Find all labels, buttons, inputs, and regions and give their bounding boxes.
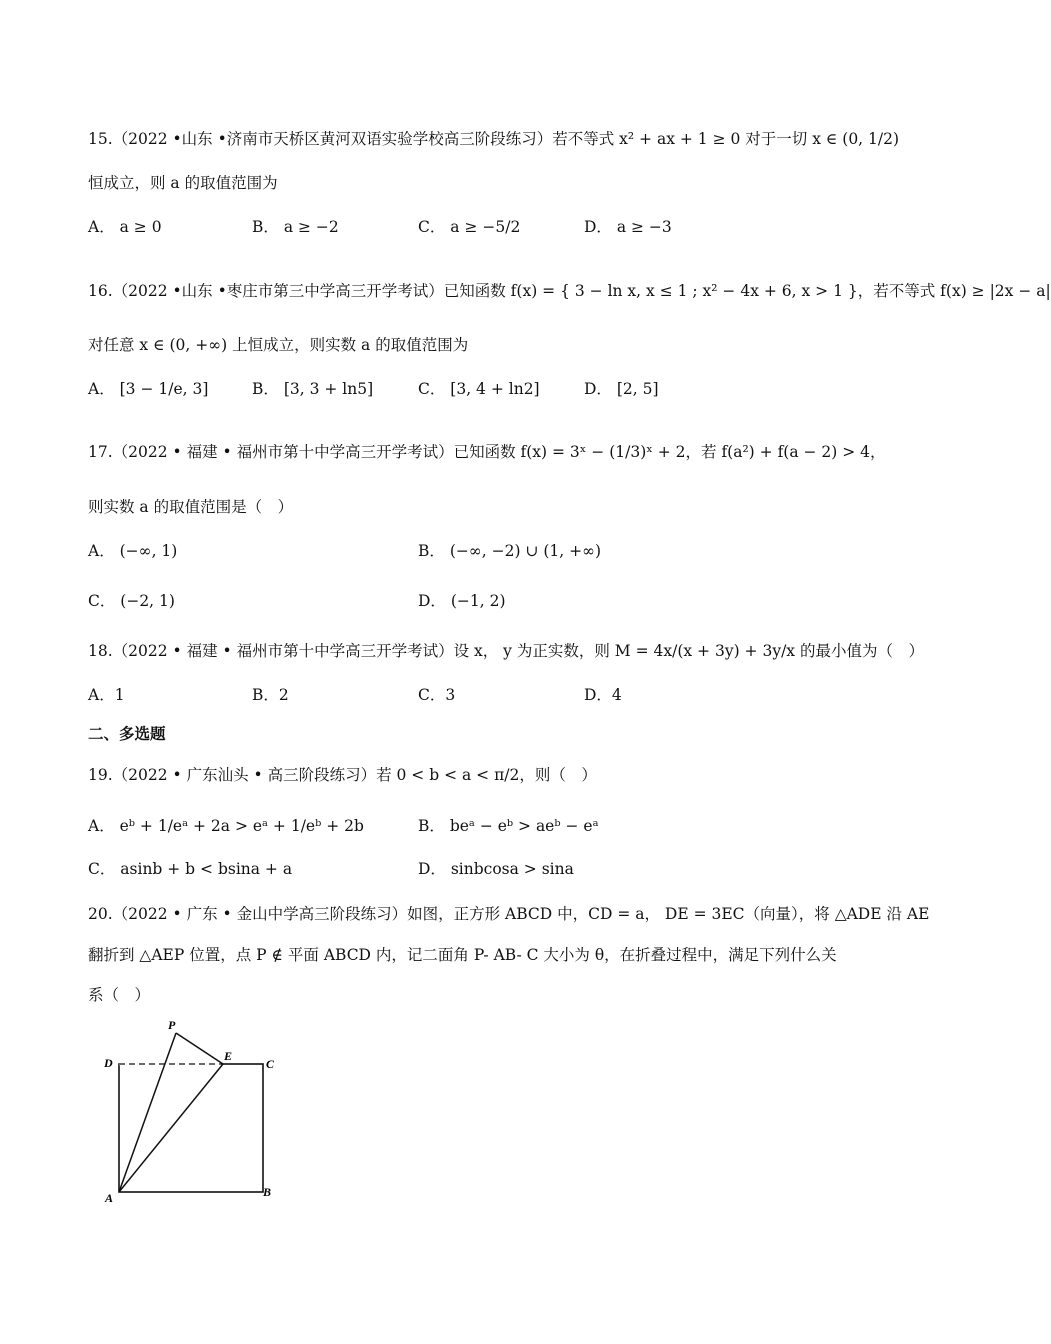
q15-option-c: C． a ≥ −5/2: [418, 218, 521, 236]
q18-option-b: B．2: [252, 686, 289, 704]
label-p: P: [168, 1018, 176, 1032]
q18-stem-line1: 18.（2022 • 福建 • 福州市第十中学高三开学考试）设 x， y 为正实数，则 M = 4x/(x + 3y) + 3y/x 的最小值为（ ）: [88, 642, 924, 660]
q17-option-a: A． (−∞, 1): [88, 542, 178, 560]
q15-stem-line1: 15.（2022 •山东 •济南市天桥区黄河双语实验学校高三阶段练习）若不等式 x² + ax + 1 ≥ 0 对于一切 x ∈ (0, 1/2): [88, 130, 900, 148]
q19-option-a: A． eᵇ + 1/eᵃ + 2a > eᵃ + 1/eᵇ + 2b: [88, 817, 364, 835]
q19-option-c: C． asinb + b < bsina + a: [88, 860, 293, 878]
segment-ap: [119, 1033, 176, 1192]
q20-stem-line2: 翻折到 △AEP 位置，点 P ∉ 平面 ABCD 内，记二面角 P- AB- C 大小为 θ，在折叠过程中，满足下列什么关: [88, 946, 837, 964]
label-e: E: [224, 1049, 233, 1063]
q20-stem-line1: 20.（2022 • 广东 • 金山中学高三阶段练习）如图，正方形 ABCD 中，CD = a， DE = 3EC（向量），将 △ADE 沿 AE: [88, 905, 930, 923]
segment-pe: [176, 1033, 223, 1064]
section-title: 二、多选题: [88, 724, 166, 743]
q17-stem-line1: 17.（2022 • 福建 • 福州市第十中学高三开学考试）已知函数 f(x) = 3ˣ − (1/3)ˣ + 2，若 f(a²) + f(a − 2) > 4，: [88, 443, 886, 461]
q16-option-c: C． [3, 4 + ln2]: [418, 380, 540, 398]
q18-option-d: D．4: [584, 686, 622, 704]
q18-option-c: C．3: [418, 686, 456, 704]
label-d: D: [104, 1056, 113, 1070]
q20-stem-line3: 系（ ）: [88, 986, 151, 1004]
q19-option-b: B． beᵃ − eᵇ > aeᵇ − eᵃ: [418, 817, 599, 835]
square-abcd: [119, 1064, 263, 1192]
folding-square-figure: [95, 1012, 295, 1212]
q16-option-d: D． [2, 5]: [584, 380, 659, 398]
q16-option-a: A． [3 − 1/e, 3]: [88, 380, 209, 398]
q19-stem-line1: 19.（2022 • 广东汕头 • 高三阶段练习）若 0 < b < a < π/2，则（ ）: [88, 766, 597, 784]
label-b: B: [263, 1185, 272, 1199]
q17-option-b: B． (−∞, −2) ∪ (1, +∞): [418, 542, 602, 560]
q15-option-b: B． a ≥ −2: [252, 218, 339, 236]
q17-option-c: C． (−2, 1): [88, 592, 175, 610]
q18-option-a: A．1: [88, 686, 125, 704]
q15-stem-line2: 恒成立，则 a 的取值范围为: [88, 174, 278, 192]
label-a: A: [105, 1191, 114, 1205]
q19-option-d: D． sinbcosa > sina: [418, 860, 574, 878]
q16-stem-line1: 16.（2022 •山东 •枣庄市第三中学高三开学考试）已知函数 f(x) = { 3 − ln x, x ≤ 1 ; x² − 4x + 6, x > 1 }，若不等式 f(x) ≥ |2x − a|: [88, 282, 1051, 300]
q16-option-b: B． [3, 3 + ln5]: [252, 380, 374, 398]
segment-ae: [119, 1064, 223, 1192]
q17-stem-line2: 则实数 a 的取值范围是（ ）: [88, 498, 294, 516]
label-c: C: [266, 1057, 275, 1071]
q15-option-a: A． a ≥ 0: [88, 218, 162, 236]
q15-option-d: D． a ≥ −3: [584, 218, 672, 236]
q16-stem-line2: 对任意 x ∈ (0, +∞) 上恒成立，则实数 a 的取值范围为: [88, 336, 469, 354]
q17-option-d: D． (−1, 2): [418, 592, 506, 610]
